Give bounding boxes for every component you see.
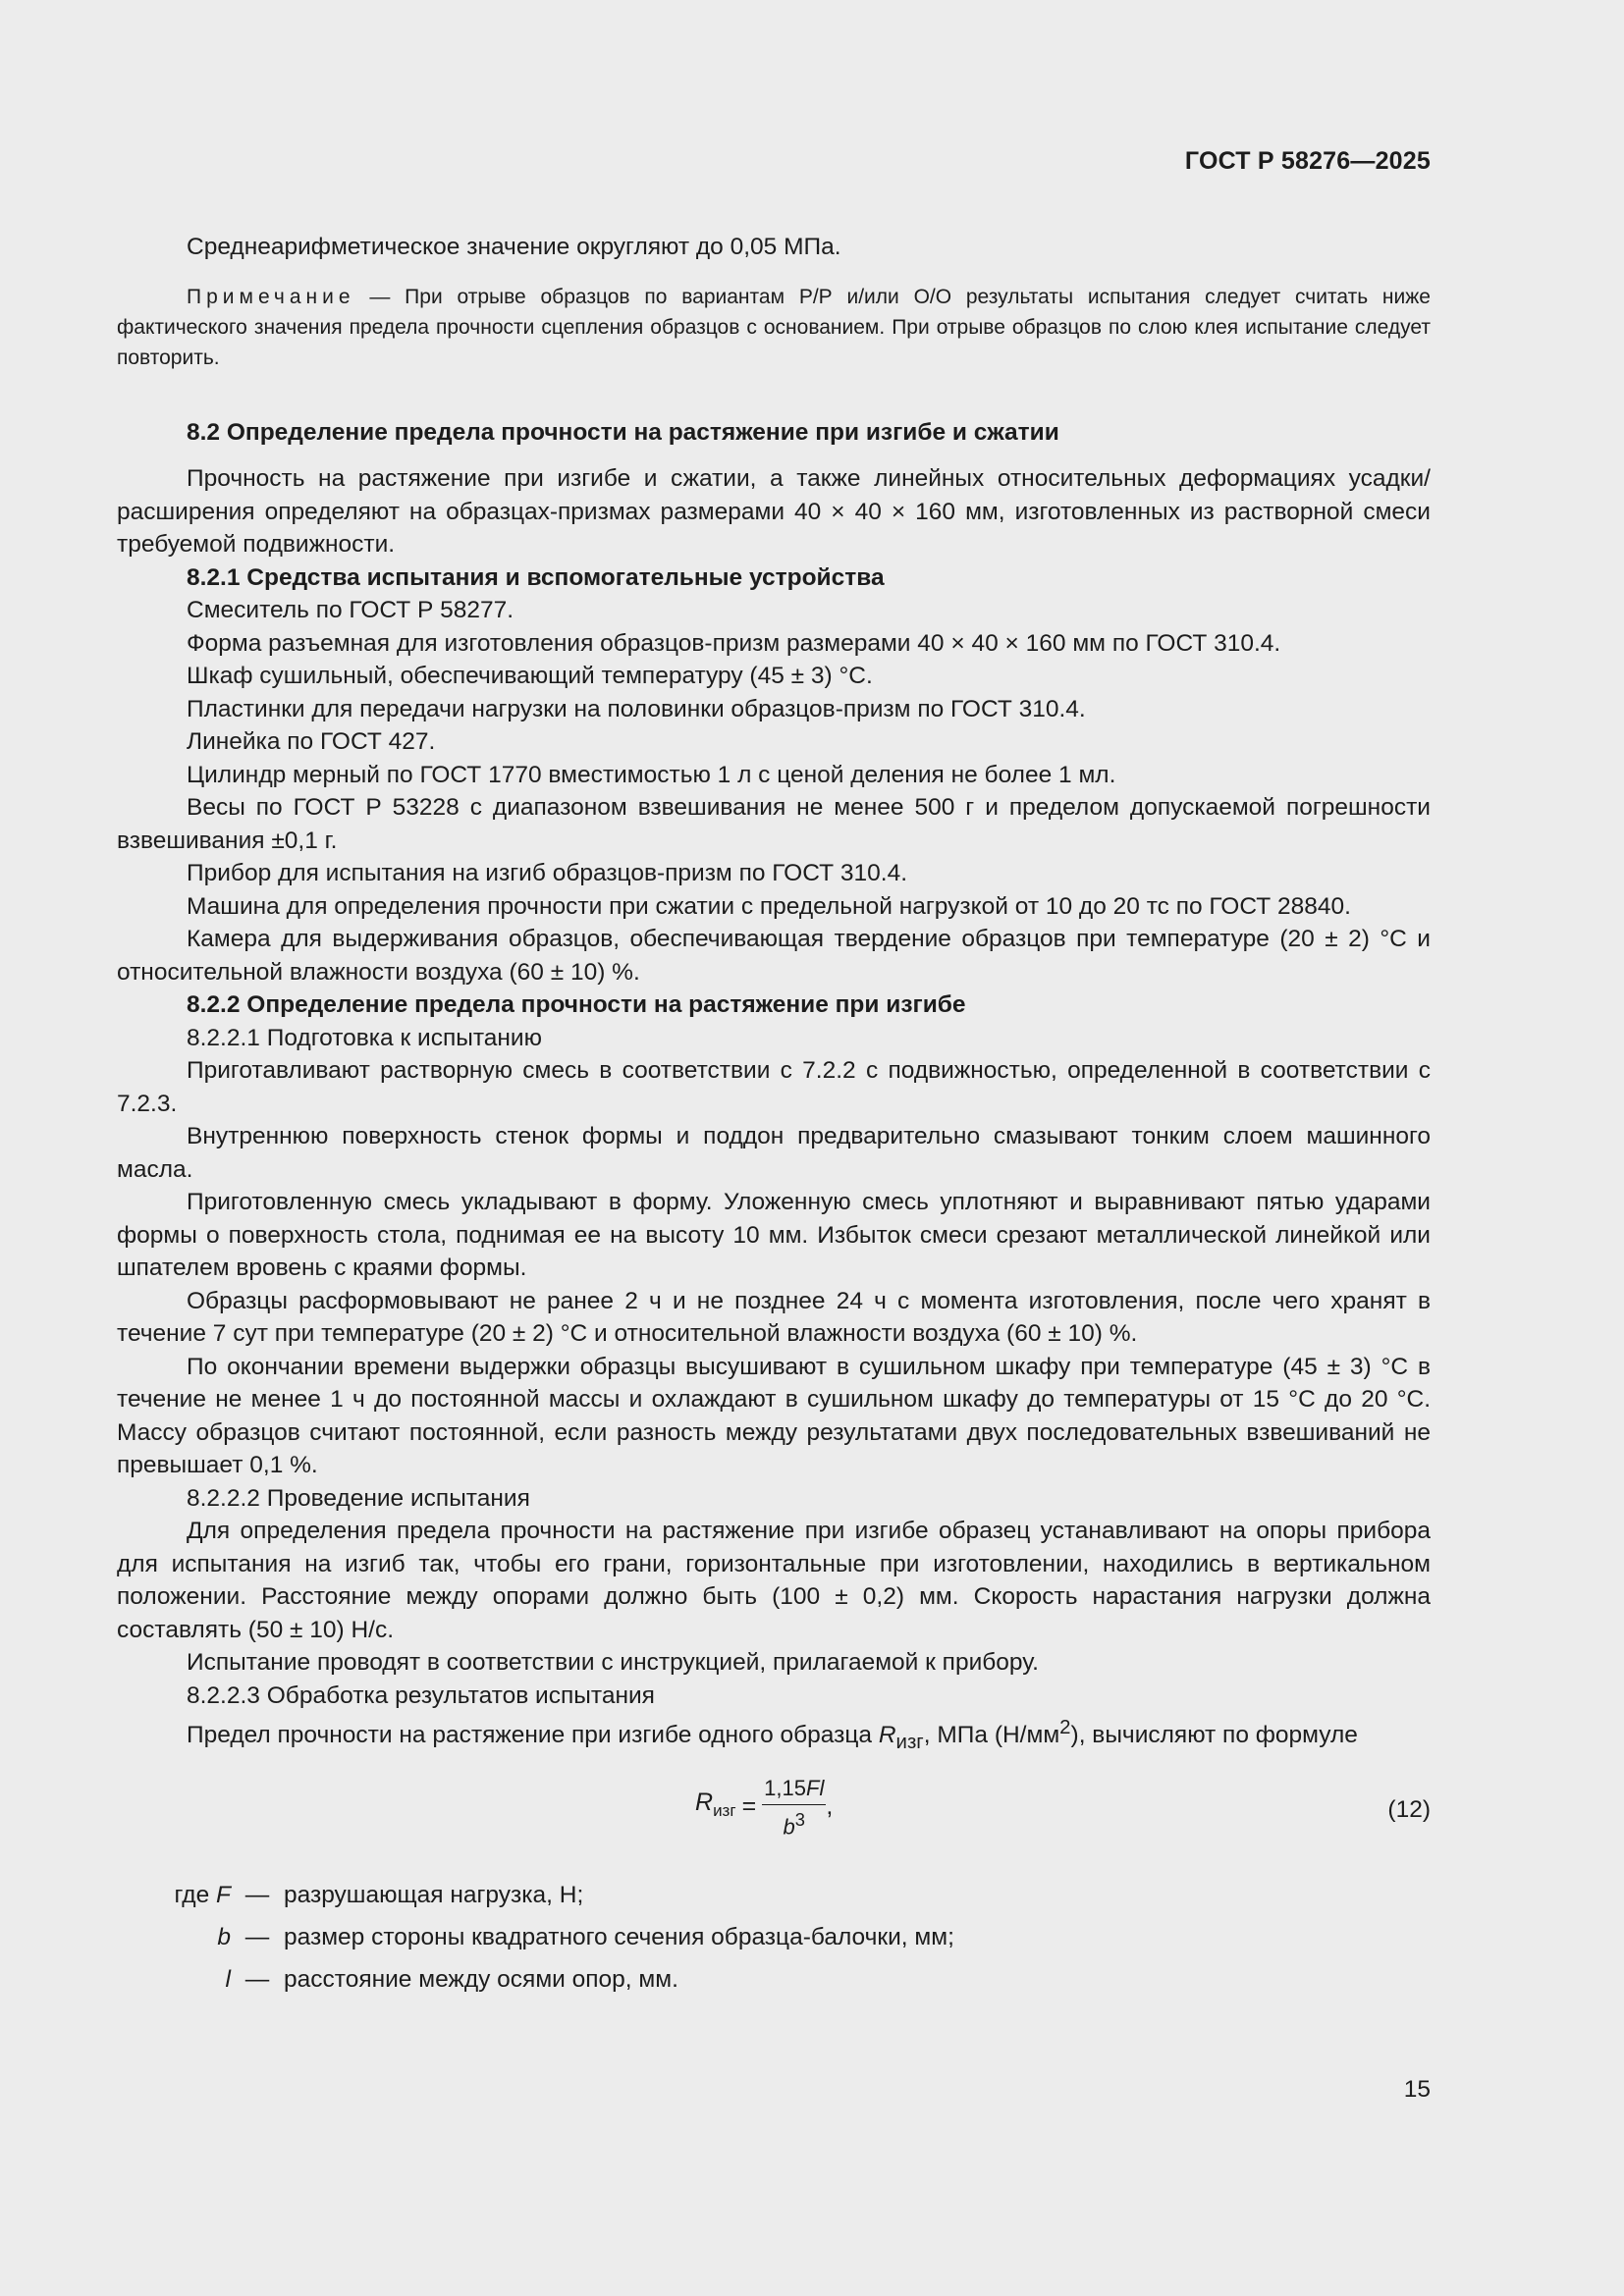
testing-paragraph: Испытание проводят в соответствии с инструкцией, прилагаемой к прибору. [187, 1649, 1039, 1676]
where-symbol: l [225, 1965, 231, 1993]
equipment-item: Машина для определения прочности при сжатии с предельной нагрузкой от 10 до 20 тс по ГОСТ 28840. [187, 892, 1351, 920]
preparation-paragraph: Приготавливают растворную смесь в соответствии с 7.2.2 с подвижностью, определенной в соответствии с 7.2.3. [117, 1057, 1431, 1117]
preparation-paragraph: Приготовленную смесь укладывают в форму. Уложенную смесь уплотняют и выравнивают пятью ударами формы о поверхность стола, поднимая ее на высоту 10 мм. Избыток смеси срезают металлической линейкой или шпателем вровень с краями формы. [117, 1189, 1431, 1281]
equipment-item: Камера для выдерживания образцов, обеспечивающая твердение образцов при температуре (20 ± 2) °С и относительной влажности воздуха (60 ± 10) %. [117, 926, 1431, 986]
where-definition: разрушающая нагрузка, Н; [284, 1881, 584, 1908]
where-dash: — [244, 1881, 270, 1908]
units-exponent: 2 [1059, 1717, 1071, 1738]
page-content [117, 231, 1431, 2001]
equipment-item: Смеситель по ГОСТ Р 58277. [187, 597, 514, 623]
where-row [117, 1916, 1431, 1958]
testing-paragraph: Для определения предела прочности на растяжение при изгибе образец устанавливают на опоры прибора для испытания на изгиб так, чтобы его грани, горизонтальные при изготовлении, находились в вертикальном положении. Расстояние между опорами должно быть (100 ± 0,2) мм. Скорость нарастания нагрузки должна составлять (50 ± 10) Н/с. [117, 1518, 1431, 1643]
where-lead [117, 1916, 231, 1958]
results-lead-text: Предел прочности на растяжение при изгибе одного образца [187, 1722, 879, 1749]
numerator-variables: Fl [806, 1775, 825, 1800]
equipment-item: Цилиндр мерный по ГОСТ 1770 вместимостью 1 л с ценой деления не более 1 мл. [187, 761, 1116, 788]
where-dash: — [244, 1923, 270, 1950]
preparation-paragraph: Образцы расформовывают не ранее 2 ч и не позднее 24 ч с момента изготовления, после чего хранят в течение 7 сут при температуре (20 ± 2) °С и относительной влажности воздуха (60 ± 10) %. [117, 1287, 1431, 1347]
note-paragraph [117, 282, 1431, 373]
section-8-2-2-2-title: 8.2.2.2 Проведение испытания [187, 1484, 530, 1512]
formula-block [117, 1768, 1431, 1852]
where-lead [117, 1874, 231, 1916]
formula-fraction [762, 1776, 826, 1840]
where-definition: размер стороны квадратного сечения образца-балочки, мм; [284, 1923, 954, 1950]
results-lead-units: , МПа (Н/мм [923, 1722, 1060, 1749]
denominator-exponent: 3 [794, 1808, 805, 1830]
section-8-2-title: 8.2 Определение предела прочности на растяжение при изгибе и сжатии [187, 418, 1059, 446]
denominator-variable: b [783, 1813, 795, 1839]
section-8-2-intro: Прочность на растяжение при изгибе и сжатии, а также линейных относительных деформациях усадки/расширения определяют на образцах-призмах размерами 40 × 40 × 160 мм, изготовленных из растворной смеси требуемой подвижности. [117, 465, 1431, 558]
note-label: Примечание [187, 285, 355, 308]
document-code: ГОСТ Р 58276—2025 [1184, 147, 1431, 175]
section-8-2-2-1-title: 8.2.2.1 Подготовка к испытанию [187, 1024, 542, 1051]
page-number: 15 [1403, 2076, 1431, 2103]
formula-lhs-symbol: R [695, 1789, 714, 1817]
rounding-paragraph: Среднеарифметическое значение округляют до 0,05 МПа. [187, 234, 841, 260]
formula-denominator [784, 1805, 805, 1840]
equipment-item: Линейка по ГОСТ 427. [187, 728, 436, 755]
formula-number: (12) [1387, 1795, 1431, 1823]
equipment-item: Весы по ГОСТ Р 53228 с диапазоном взвешивания не менее 500 г и пределом допускаемой погрешности взвешивания ±0,1 г. [117, 794, 1431, 854]
where-row [117, 1958, 1431, 2001]
strength-symbol: R [878, 1722, 896, 1749]
numerator-constant: 1,15 [764, 1775, 806, 1800]
equipment-item: Шкаф сушильный, обеспечивающий температуру (45 ± 3) °С. [187, 663, 873, 689]
strength-symbol-subscript: изг [895, 1732, 924, 1754]
section-8-2-1-title: 8.2.1 Средства испытания и вспомогательные устройства [187, 563, 885, 591]
preparation-paragraph: Внутреннюю поверхность стенок формы и поддон предварительно смазывают тонким слоем машинного масла. [117, 1123, 1431, 1183]
where-dash: — [244, 1965, 270, 1993]
results-lead-paragraph [117, 1712, 1431, 1760]
section-8-2-2-3-title: 8.2.2.3 Обработка результатов испытания [187, 1682, 655, 1709]
formula-lhs [695, 1787, 736, 1828]
results-lead-end: ), вычисляют по формуле [1070, 1722, 1358, 1749]
where-symbol: b [217, 1923, 231, 1950]
formula-equals: = [741, 1792, 757, 1821]
where-lead [117, 1958, 231, 2001]
where-definition: расстояние между осями опор, мм. [284, 1965, 678, 1993]
where-word: где [174, 1881, 217, 1908]
formula-trail: , [826, 1792, 834, 1821]
formula-12 [695, 1776, 833, 1840]
equipment-item: Прибор для испытания на изгиб образцов-призм по ГОСТ 310.4. [187, 860, 907, 886]
equipment-item: Пластинки для передачи нагрузки на половинки образцов-призм по ГОСТ 310.4. [187, 695, 1086, 722]
formula-lhs-subscript: изг [713, 1801, 736, 1821]
preparation-paragraph: По окончании времени выдержки образцы высушивают в сушильном шкафу при температуре (45 ± 3) °С в течение не менее 1 ч до постоянной массы и охлаждают в сушильном шкафу до температуры от 15 °С до 20 °С. Массу образцов считают постоянной, если разность между результатами двух последовательных взвешиваний не превышает 0,1 %. [117, 1353, 1431, 1478]
formula-numerator [762, 1776, 826, 1805]
equipment-item: Форма разъемная для изготовления образцов-призм размерами 40 × 40 × 160 мм по ГОСТ 310.4. [187, 629, 1281, 657]
note-text: — При отрыве образцов по вариантам Р/Р и/или О/О результаты испытания следует считать ниже фактического значения предела прочности сцепления образцов с основанием. При отрыве образцов по слою клея испытание следует повторить. [117, 285, 1431, 369]
where-symbol: F [216, 1881, 231, 1908]
section-8-2-2-title: 8.2.2 Определение предела прочности на растяжение при изгибе [187, 991, 966, 1018]
where-row [117, 1874, 1431, 1916]
